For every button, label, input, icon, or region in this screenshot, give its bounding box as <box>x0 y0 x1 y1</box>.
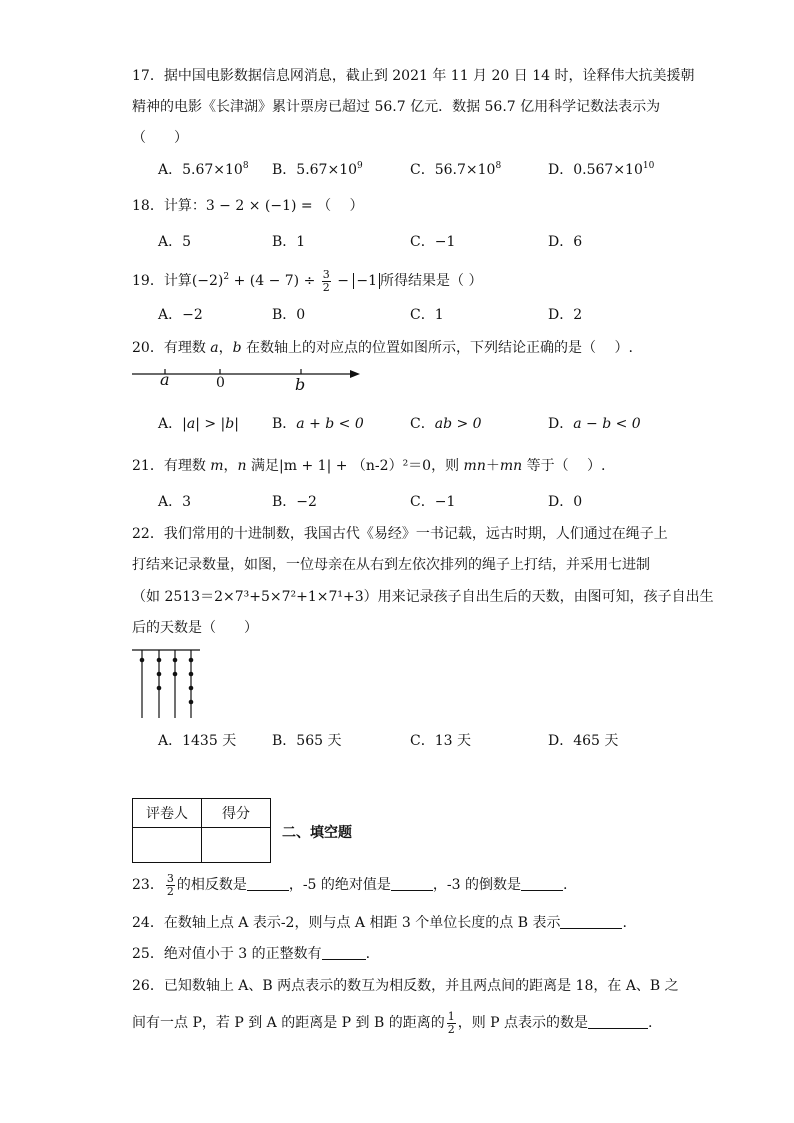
q21-option-a: A．3 <box>158 494 192 510</box>
q22-knot-ropes-figure <box>132 648 202 720</box>
q25-blank[interactable] <box>322 945 366 960</box>
q20-stem: 20．有理数 a，b 在数轴上的对应点的位置如图所示，下列结论正确的是（ ）. <box>132 340 633 356</box>
q23-stem: 23． $\frac{3}{2}$ 的相反数是 ，-5 的绝对值是 ，-3 的倒数是 . <box>132 871 568 898</box>
q20-option-c: C．ab > 0 <box>410 416 482 432</box>
q23-fraction: $\frac{3}{2}$ <box>166 871 174 898</box>
q17-line2: 精神的电影《长津湖》累计票房已超过 56.7 亿元．数据 56.7 亿用科学记数法表示为 <box>132 99 661 115</box>
score-table <box>132 798 271 863</box>
q21-option-c: C．−1 <box>410 494 456 510</box>
score-table-score-cell[interactable] <box>202 828 271 863</box>
q22-line3: （如 2513＝2×7³+5×7²+1×7¹+3）用来记录孩子自出生后的天数，由图可知，孩子自出生 <box>132 589 714 605</box>
q20-axis-label-0: 0 <box>216 375 225 391</box>
q26-line2: 间有一点 P，若 P 到 A 的距离是 P 到 B 的距离的 $\frac{1}{2}$ ，则 P 点表示的数是 . <box>132 1009 653 1036</box>
q24-blank[interactable] <box>560 914 622 929</box>
q25-stem: 25．绝对值小于 3 的正整数有 . <box>132 946 371 962</box>
q20-axis-label-b: b <box>295 375 306 394</box>
q22-line1: 22．我们常用的十进制数，我国古代《易经》一书记载，远古时期，人们通过在绳子上 <box>132 526 668 542</box>
q22-option-b: B．565 天 <box>272 733 342 749</box>
q20-option-d: D．a − b < 0 <box>548 416 641 432</box>
q17-line1: 17．据中国电影数据信息网消息，截止到 2021 年 11 月 20 日 14 时，诠释伟大抗美援朝 <box>132 68 695 84</box>
q22-line2: 打结来记录数量，如图，一位母亲在从右到左依次排列的绳子上打结，并采用七进制 <box>132 557 650 573</box>
q23-blank-2[interactable] <box>391 876 433 891</box>
q23-blank-3[interactable] <box>521 876 563 891</box>
q18-option-c: C．−1 <box>410 234 456 250</box>
score-table-grader-header: 评卷人 <box>133 799 202 828</box>
q17-option-b: B．$5.67\times 10^9$ <box>272 161 363 178</box>
score-table-score-header: 得分 <box>202 799 271 828</box>
section-title: 二、填空题 <box>282 825 352 841</box>
arrow-icon <box>350 370 360 378</box>
q17-option-c: C．$56.7\times 10^8$ <box>410 161 502 178</box>
q23-blank-1[interactable] <box>247 876 289 891</box>
q22-option-a: A．1435 天 <box>158 733 237 749</box>
q19-fraction: $\frac{3}{2}$ <box>322 267 330 294</box>
q17-option-a: A．$5.67\times 10^8$ <box>158 161 249 178</box>
q19-option-c: C．1 <box>410 307 444 323</box>
q19-stem: 19．计算$(-2)^2 + (4 - 7)$ ÷ $\frac{3}{2}$ − −1 所得结果是（ ） <box>132 267 483 294</box>
q19-option-b: B．0 <box>272 307 306 323</box>
q24-stem: 24．在数轴上点 A 表示-2，则与点 A 相距 3 个单位长度的点 B 表示 . <box>132 915 627 931</box>
q21-option-d: D．0 <box>548 494 583 510</box>
q17-option-d: D．$0.567\times 10^{10}$ <box>548 161 655 178</box>
q20-axis-label-a: a <box>160 370 170 389</box>
score-table-grader-cell[interactable] <box>133 828 202 863</box>
q18-option-d: D．6 <box>548 234 583 250</box>
q19-option-d: D．2 <box>548 307 583 323</box>
q21-option-b: B．−2 <box>272 494 317 510</box>
q22-option-c: C．13 天 <box>410 733 471 749</box>
q26-blank[interactable] <box>588 1014 648 1029</box>
q22-line4: 后的天数是（ ） <box>132 620 258 636</box>
q20-option-a: A．|a| > |b| <box>158 416 239 432</box>
q19-option-a: A．−2 <box>158 307 203 323</box>
q18-option-a: A．5 <box>158 234 192 250</box>
q20-option-b: B．a + b < 0 <box>272 416 364 432</box>
q18-option-b: B．1 <box>272 234 306 250</box>
q26-fraction: $\frac{1}{2}$ <box>447 1009 455 1036</box>
q17-paren: （ ） <box>132 130 188 146</box>
q21-stem: 21．有理数 m，n 满足|m + 1| + （n-2）²＝0，则 mn＋mn 等于（ ）. <box>132 458 606 474</box>
q22-option-d: D．465 天 <box>548 733 619 749</box>
q18-stem: 18．计算：3 − 2 × (−1) = （ ） <box>132 198 364 214</box>
q26-line1: 26．已知数轴上 A、B 两点表示的数互为相反数，并且两点间的距离是 18，在 A、B 之 <box>132 978 679 994</box>
